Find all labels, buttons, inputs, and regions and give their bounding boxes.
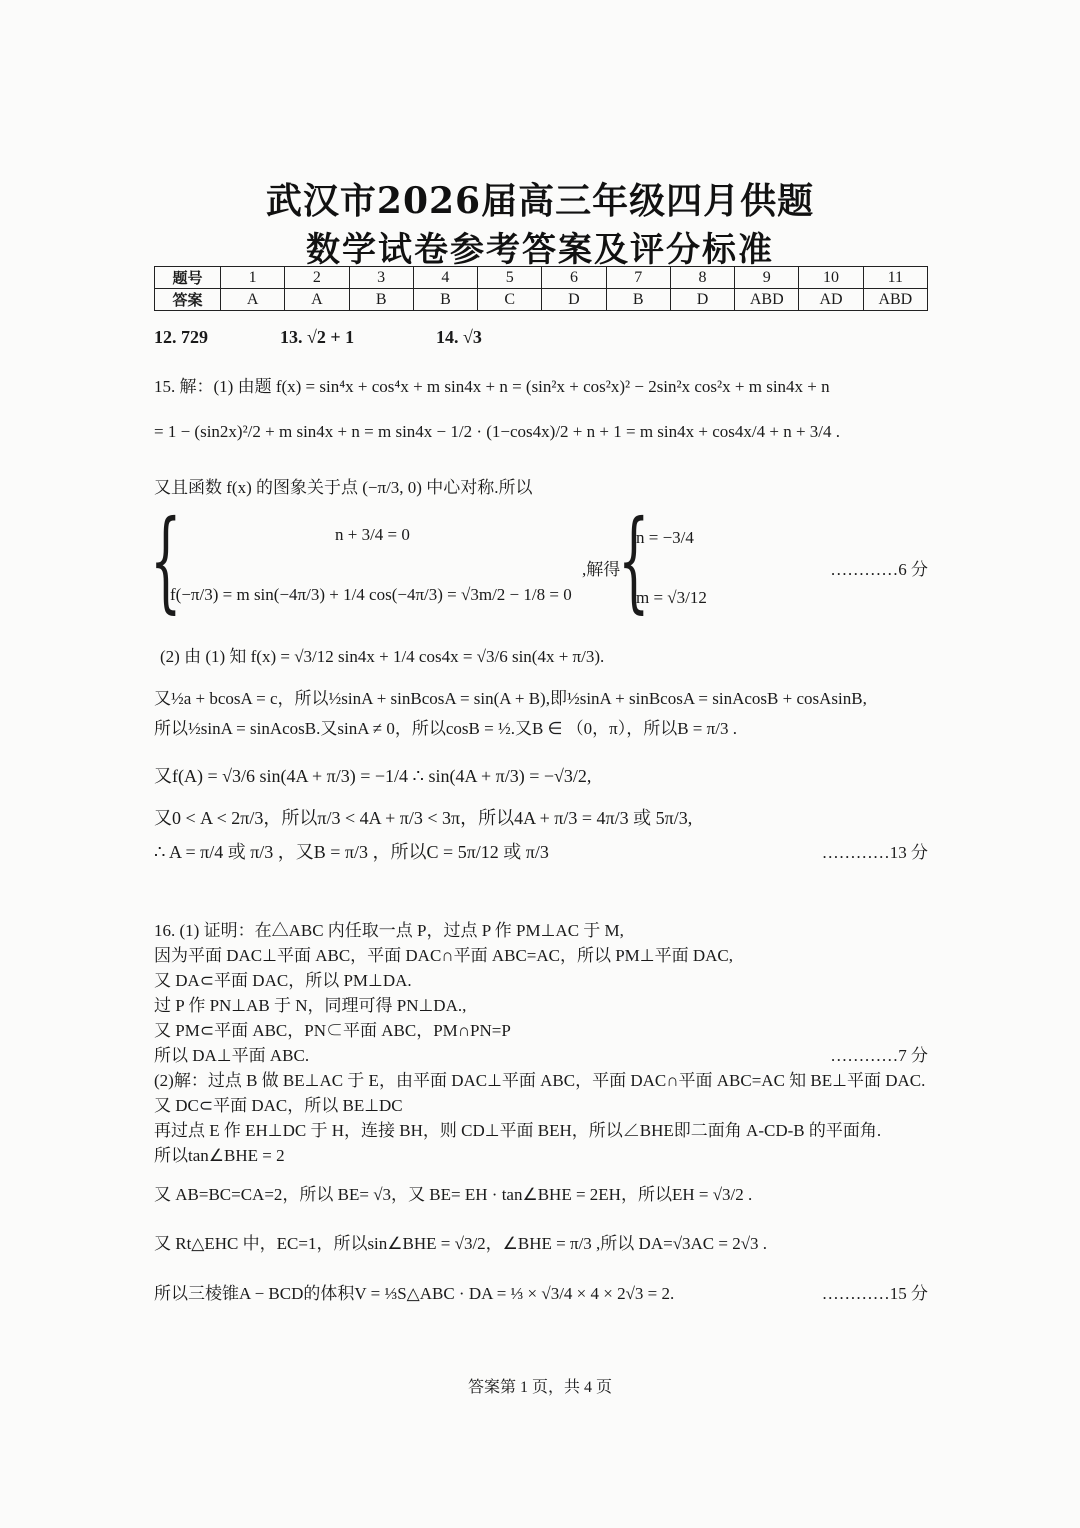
row-label-number: 题号 <box>155 267 221 289</box>
q16-line-1: 16. (1) 证明：在△ABC 内任取一点 P，过点 P 作 PM⊥AC 于 M, <box>154 921 624 940</box>
q14-answer: 14. √3 <box>436 327 482 347</box>
question-number-cell: 5 <box>478 267 542 289</box>
answer-cell: D <box>542 289 606 311</box>
q13-answer: 13. √2 + 1 <box>280 327 355 347</box>
q15-line-9: ∴ A = π/4 或 π/3 ，又B = π/3 ，所以C = 5π/12 或 π/3 <box>154 842 549 862</box>
system-brace-left: { <box>150 496 182 624</box>
answer-cell: B <box>349 289 413 311</box>
question-number-cell: 10 <box>799 267 863 289</box>
q16-line-10: 所以tan∠BHE = 2 <box>154 1146 285 1165</box>
q15-system-eq-2: f(−π/3) = m sin(−4π/3) + 1/4 cos(−4π/3) = √3m/2 − 1/8 = 0 <box>170 585 572 604</box>
question-number-cell: 11 <box>863 267 927 289</box>
answer-cell: ABD <box>863 289 927 311</box>
answer-cell: A <box>285 289 349 311</box>
q15-line-2: = 1 − (sin2x)²/2 + m sin4x + n = m sin4x − 1/2 · (1−cos4x)/2 + n + 1 = m sin4x + cos4x/4 + n + 3/4 . <box>154 422 841 441</box>
q15-line-8: 又0 < A < 2π/3，所以π/3 < 4A + π/3 < 3π，所以4A + π/3 = 4π/3 或 5π/3, <box>154 808 693 828</box>
answer-cell: ABD <box>735 289 799 311</box>
q16-line-8: 又 DC⊂平面 DAC，所以 BE⊥DC <box>154 1096 403 1115</box>
q16-line-9: 再过点 E 作 EH⊥DC 于 H，连接 BH，则 CD⊥平面 BEH，所以∠BHE即二面角 A-CD-B 的平面角. <box>154 1121 882 1140</box>
q15-line-3: 又且函数 f(x) 的图象关于点 (−π/3, 0) 中心对称.所以 <box>154 478 533 497</box>
q15-line-4: (2) 由 (1) 知 f(x) = √3/12 sin4x + 1/4 cos4x = √3/6 sin(4x + π/3). <box>160 647 605 666</box>
question-number-cell: 8 <box>670 267 734 289</box>
question-number-cell: 7 <box>606 267 670 289</box>
q15-system-eq-1: n + 3/4 = 0 <box>335 525 410 544</box>
answer-cell: AD <box>799 289 863 311</box>
q15-solution-n: n = −3/4 <box>636 528 694 547</box>
q15-line-5: 又½a + bcosA = c，所以½sinA + sinBcosA = sin(A + B),即½sinA + sinBcosA = sinAcosB + cosAsinB, <box>154 689 867 708</box>
row-label-answer: 答案 <box>155 289 221 311</box>
page-footer: 答案第 1 页，共 4 页 <box>467 1379 612 1396</box>
q15-solve-label: ,解得 <box>582 560 621 579</box>
question-number-cell: 6 <box>542 267 606 289</box>
q16-line-6: 所以 DA⊥平面 ABC. <box>154 1046 310 1065</box>
title-line-2: 数学试卷参考答案及评分标准 <box>306 230 774 270</box>
answer-cell: B <box>413 289 477 311</box>
answer-table <box>154 266 928 311</box>
q16-line-4: 过 P 作 PN⊥AB 于 N，同理可得 PN⊥DA., <box>154 996 467 1015</box>
q16-score-15: …………15 分 <box>821 1284 928 1303</box>
q15-solution-m: m = √3/12 <box>636 588 707 607</box>
question-number-cell: 4 <box>413 267 477 289</box>
q16-line-5: 又 PM⊂平面 ABC，PN⊂平面 ABC，PM∩PN=P <box>154 1021 511 1040</box>
q16-line-11: 又 AB=BC=CA=2，所以 BE= √3，又 BE= EH · tan∠BHE = 2EH，所以EH = √3/2 . <box>154 1185 753 1204</box>
q16-line-12: 又 Rt△EHC 中，EC=1，所以sin∠BHE = √3/2，∠BHE = π/3 ,所以 DA=√3AC = 2√3 . <box>154 1234 768 1253</box>
question-number-cell: 3 <box>349 267 413 289</box>
q15-score-6: …………6 分 <box>830 560 928 579</box>
answer-table-answer-row <box>155 289 928 311</box>
question-number-cell: 1 <box>221 267 285 289</box>
answer-table-number-row <box>155 267 928 289</box>
title-line-1: 武汉市2026届高三年级四月供题 <box>265 180 815 222</box>
q16-line-3: 又 DA⊂平面 DAC，所以 PM⊥DA. <box>154 971 412 990</box>
answer-cell: C <box>478 289 542 311</box>
answer-cell: B <box>606 289 670 311</box>
q16-line-2: 因为平面 DAC⊥平面 ABC，平面 DAC∩平面 ABC=AC，所以 PM⊥平面 DAC, <box>154 946 734 965</box>
q15-score-13: …………13 分 <box>821 843 928 862</box>
q15-line-1: 15. 解：(1) 由题 f(x) = sin⁴x + cos⁴x + m sin4x + n = (sin²x + cos²x)² − 2sin²x cos²x + m sin4x + n <box>154 377 830 396</box>
answer-cell: A <box>221 289 285 311</box>
q16-score-7: …………7 分 <box>830 1046 928 1065</box>
q15-line-7: 又f(A) = √3/6 sin(4A + π/3) = −1/4 ∴ sin(4A + π/3) = −√3/2, <box>154 766 592 786</box>
q16-line-13: 所以三棱锥A − BCD的体积V = ⅓S△ABC · DA = ⅓ × √3/4 × 4 × 2√3 = 2. <box>154 1284 675 1303</box>
question-number-cell: 2 <box>285 267 349 289</box>
q12-answer: 12. 729 <box>154 327 208 347</box>
answer-cell: D <box>670 289 734 311</box>
q15-line-6: 所以½sinA = sinAcosB.又sinA ≠ 0，所以cosB = ½.又B ∈ （0，π），所以B = π/3 . <box>154 719 737 738</box>
question-number-cell: 9 <box>735 267 799 289</box>
q16-line-7: (2)解：过点 B 做 BE⊥AC 于 E，由平面 DAC⊥平面 ABC，平面 DAC∩平面 ABC=AC 知 BE⊥平面 DAC. <box>154 1071 926 1090</box>
solution-brace: { <box>618 496 650 624</box>
